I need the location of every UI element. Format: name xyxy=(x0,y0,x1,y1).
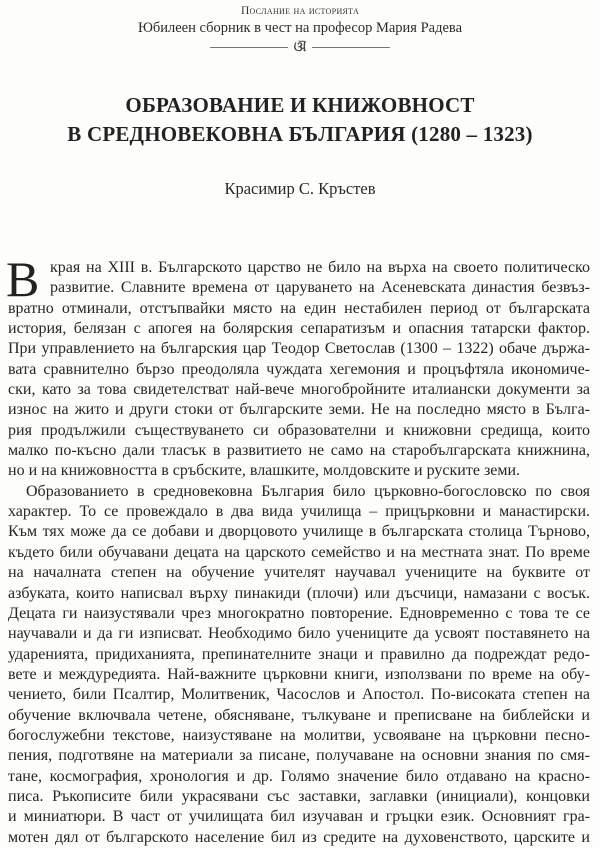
text-line: Децата ги наизустявали чрез многократно повторение. Едновременно с това те се xyxy=(8,604,590,622)
author-name: Красимир С. Кръстев xyxy=(224,179,376,198)
text-line: При управлението на българския цар Теодор Светослав (1300 – 1322) обаче държа- xyxy=(8,340,590,358)
divider-line-right xyxy=(312,47,390,48)
text-line: Образованието в средновековна България било църковно-богословско по своя xyxy=(26,482,590,500)
article-body xyxy=(6,251,590,848)
text-line: вете и междуредията. Най-важните църковни книги, използвани по време на обу- xyxy=(8,665,590,683)
text-line: и миниатюри. В част от училищата бил изучаван и гръцки език. Основният гра- xyxy=(8,808,590,826)
text-line: писа. Ръкописите били украсявани със заставки, заглавки (инициали), концовки xyxy=(8,787,590,805)
text-line: вата сравнително бързо преодоляла чуждата хегемония и процъфтяла икономиче- xyxy=(8,360,590,378)
text-line: където били обучавани децата на царското семейство и на местната знат. По време xyxy=(8,543,590,561)
drop-cap: В xyxy=(6,251,40,307)
text-line: характер. То се провеждало в два вида училища – прицърковни и манастирски. xyxy=(8,503,590,521)
text-line: научавали и да ги изписват. Необходимо било учениците да усвоят поставянето на xyxy=(8,625,590,643)
text-line: пения, подготвяне на материали за писане, получаване на основни знания по смя- xyxy=(8,747,590,765)
volume-title: Юбилеен сборник в чест на професор Мария Радева xyxy=(137,20,463,36)
text-line: ударенията, придиханията, препинателните знаци и правилно да подреждат редо- xyxy=(8,645,590,663)
text-line: но и на книжовността в сръбските, влашките, молдовските и руските земи. xyxy=(8,462,521,480)
text-line: чението, били Псалтир, Молитвеник, Часослов и Апостол. По-високата степен на xyxy=(8,686,590,704)
text-line: износ на жито и други стоки от българските земи. Не на последно място в Бълга- xyxy=(8,401,590,419)
fleuron-icon: ଔ xyxy=(293,39,307,54)
title-line-1: ОБРАЗОВАНИЕ И КНИЖОВНОСТ xyxy=(125,93,475,117)
divider-line-left xyxy=(210,47,288,48)
title-line-2: В СРЕДНОВЕКОВНА БЪЛГАРИЯ (1280 – 1323) xyxy=(67,122,533,146)
series-title: Послание на историята xyxy=(240,5,360,17)
text-line: развитие. Славните времена от царуването на Асеневската династия безвъз- xyxy=(50,279,590,297)
text-line: Към тях може да се добави и дворцовото училище в българската столица Търново, xyxy=(8,523,590,541)
text-line: азбуката, които написвал върху пинакиди (плочи) или дъсчици, намазани с восък. xyxy=(8,584,590,602)
running-head xyxy=(0,4,600,54)
text-line: края на XIII в. Българското царство не било на върха на своето политическо xyxy=(50,259,590,276)
text-line: мотен дял от българското население бил из средите на духовенството, царските и xyxy=(8,828,590,846)
text-line: обучение включвала четене, обясняване, тълкуване и преписване на библейски и xyxy=(8,706,590,724)
ornament-divider xyxy=(0,40,600,54)
text-line: вратно отминали, отстъпвайки място на един нестабилен период от българската xyxy=(8,299,590,317)
text-line: малко по-късно дали тласък в развитието не само на старобългарската книжнина, xyxy=(8,442,590,460)
text-line: ски, като за това свидетелстват най-вече многобройните италиански документи за xyxy=(8,381,590,399)
text-line: история, белязан с апогея на болярския сепаратизъм и опасния татарски фактор. xyxy=(8,320,590,338)
text-line: богослужебни текстове, наизустяване на молитви, усвояване на църковни песно- xyxy=(8,726,590,744)
text-line: на началната степен на обучение учителят научавал учениците на буквите от xyxy=(8,564,590,582)
article-title xyxy=(0,91,600,149)
text-line: тане, космография, хронология и др. Голямо значение било отдавано на красно- xyxy=(8,767,590,785)
text-line: рия продължили съществуването си образователни и книжовни средища, които xyxy=(8,421,590,439)
